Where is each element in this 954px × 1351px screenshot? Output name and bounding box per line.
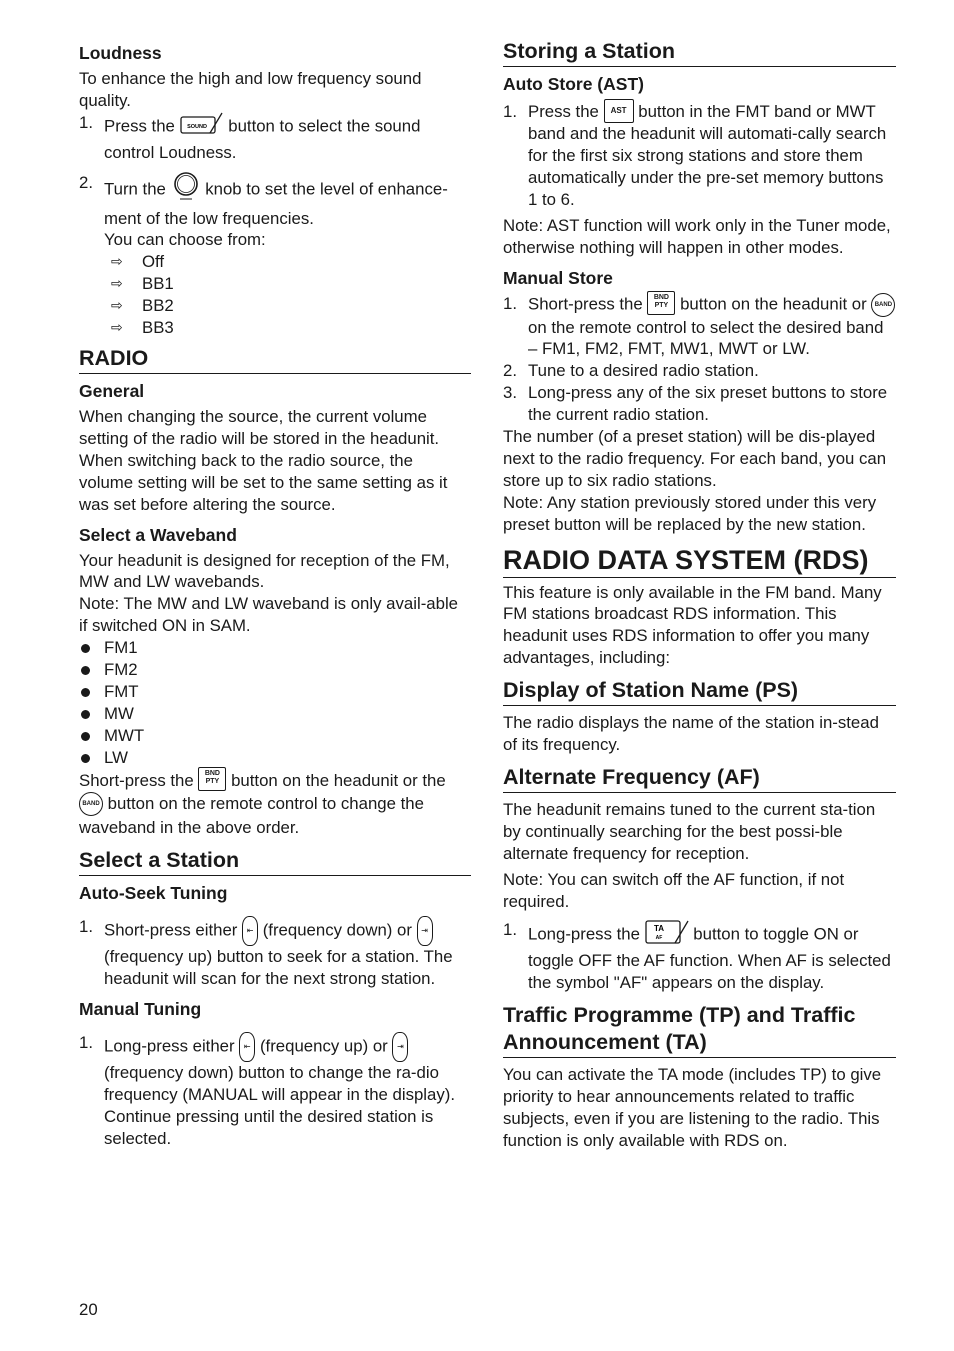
seek-down-icon: ⇤	[242, 916, 258, 946]
waveband-heading: Select a Waveband	[79, 524, 237, 545]
select-station-heading: Select a Station	[79, 847, 471, 876]
left-column	[79, 38, 471, 1150]
loudness-step-2: 2. Turn the knob to set the level of enhance-ment of the low frequencies.	[79, 172, 448, 228]
manual-store-steps	[503, 293, 896, 427]
sound-button-icon	[180, 112, 224, 142]
radio-heading: RADIO	[79, 345, 471, 374]
af-text: The headunit remains tuned to the current sta-tion by continually searching for the best possi-ble alternate frequency for reception.	[503, 800, 876, 863]
ps-text: The radio displays the name of the station in-stead of its frequency.	[503, 713, 879, 755]
af-heading: Alternate Frequency (AF)	[503, 764, 896, 793]
autoseek-step-1: 1. Short-press either ⇤ (frequency down) or ⇥ (frequency up) button to seek for a station. The headunit will scan for the next strong station.	[79, 917, 453, 989]
shortpress-text: Short-press the BND PTY button on the headunit or the BAND button on the remote control to change the waveband in the above order.	[79, 769, 471, 840]
preset-text: The number (of a preset station) will be dis-played next to the radio frequency. For each band, you can store up to six radio stations.	[503, 427, 887, 490]
bnd-pty-button-icon: BND PTY	[198, 767, 226, 791]
band-item: LW	[79, 747, 471, 769]
general-heading: General	[79, 380, 145, 401]
general-text: When changing the source, the current volume setting of the radio will be stored in the headunit. When switching back to the radio source, the volume setting will be set to the same setting as it was set before altering the source.	[79, 406, 448, 514]
ta-af-button-icon	[645, 919, 689, 951]
band-item: MW	[79, 703, 471, 725]
loudness-options	[79, 251, 471, 339]
tp-heading: Traffic Programme (TP) and Traffic Announcement (TA)	[503, 1002, 896, 1058]
arrow-right-icon: ⇨	[111, 275, 123, 292]
af-note: Note: You can switch off the AF function, if not required.	[503, 869, 845, 911]
tp-text: You can activate the TA mode (includes TP) to give priority to hear announcements related to traffic subjects, even if you are listening to the radio. This function is only available with RDS on.	[503, 1065, 882, 1150]
band-list	[79, 637, 471, 768]
band-remote-button-icon: BAND	[871, 293, 895, 317]
rds-heading: RADIO DATA SYSTEM (RDS)	[503, 544, 896, 578]
seek-down-icon: ⇤	[239, 1032, 255, 1062]
bnd-pty-button-icon: BND PTY	[647, 291, 675, 315]
svg-text:TA: TA	[653, 923, 664, 933]
option-item: ⇨ BB2	[111, 296, 174, 316]
manual-tuning-heading: Manual Tuning	[79, 998, 202, 1019]
svg-text:AF: AF	[655, 934, 662, 941]
manual-store-step-3: 3. Long-press any of the six preset buttons to store the current radio station.	[503, 383, 888, 425]
af-steps	[503, 919, 896, 995]
option-item: ⇨ BB3	[111, 318, 174, 338]
manual-tuning-steps	[79, 1032, 471, 1150]
band-item: FM1	[79, 637, 471, 659]
right-column	[503, 38, 896, 1152]
ast-button-icon: AST	[604, 99, 634, 123]
option-item: ⇨ Off	[111, 252, 165, 272]
volume-knob-icon	[171, 172, 201, 208]
loudness-heading: Loudness	[79, 43, 162, 63]
waveband-text: Your headunit is designed for reception of the FM, MW and LW wavebands.	[79, 550, 450, 592]
loudness-steps	[79, 112, 471, 252]
manual-store-step-2: 2. Tune to a desired radio station.	[503, 361, 759, 381]
seek-up-icon: ⇥	[417, 916, 433, 946]
manual-store-heading: Manual Store	[503, 267, 613, 288]
option-item: ⇨ BB1	[111, 274, 174, 294]
band-item: FM2	[79, 659, 471, 681]
page-number: 20	[79, 1300, 98, 1319]
manual-store-step-1: 1. Short-press the BND PTY button on the headunit or BAND on the remote control to select the desired band – FM1, FM2, FMT, MW1, MWT or LW.	[503, 293, 896, 361]
waveband-note: Note: The MW and LW waveband is only avail-able if switched ON in SAM.	[79, 594, 459, 636]
loudness-intro: To enhance the high and low frequency sound quality.	[79, 69, 422, 110]
band-item: MWT	[79, 725, 471, 747]
ast-steps	[503, 101, 896, 211]
rds-intro: This feature is only available in the FM band. Many FM stations broadcast RDS information. This headunit uses RDS information to offer you many advantages, including:	[503, 582, 882, 668]
ast-heading: Auto Store (AST)	[503, 74, 644, 94]
ps-heading: Display of Station Name (PS)	[503, 677, 896, 706]
af-step-1: 1. Long-press the TA AF button to toggle ON or toggle OFF the AF function. When AF is selected the symbol "AF" appears on the display.	[503, 919, 891, 993]
loudness-step-1: 1. Press the SOUND button to select the sound control Loudness.	[79, 112, 421, 162]
ast-note: Note: AST function will work only in the Tuner mode, otherwise nothing will happen in other modes.	[503, 215, 891, 257]
choose-from-label: You can choose from:	[104, 230, 266, 250]
arrow-right-icon: ⇨	[111, 319, 123, 336]
preset-note: Note: Any station previously stored under this very preset button will be replaced by the new station.	[503, 492, 877, 534]
seek-up-icon: ⇥	[392, 1032, 408, 1062]
manual-step-1: 1. Long-press either ⇤ (frequency up) or ⇥ (frequency down) button to change the ra-dio frequency (MANUAL will appear in the display). Continue pressing until the desired station is selected.	[79, 1032, 456, 1148]
band-item: FMT	[79, 681, 471, 703]
storing-heading: Storing a Station	[503, 38, 896, 67]
band-remote-button-icon: BAND	[79, 792, 103, 816]
arrow-right-icon: ⇨	[111, 297, 123, 314]
autoseek-steps	[79, 916, 471, 990]
ast-step-1: 1. Press the AST button in the FMT band or MWT band and the headunit will automati-cally search for the first six strong stations and store them automatically under the pre-set memory buttons 1 to 6.	[503, 101, 896, 211]
autoseek-heading: Auto-Seek Tuning	[79, 883, 228, 904]
svg-text:SOUND: SOUND	[186, 123, 207, 130]
arrow-right-icon: ⇨	[111, 253, 123, 270]
